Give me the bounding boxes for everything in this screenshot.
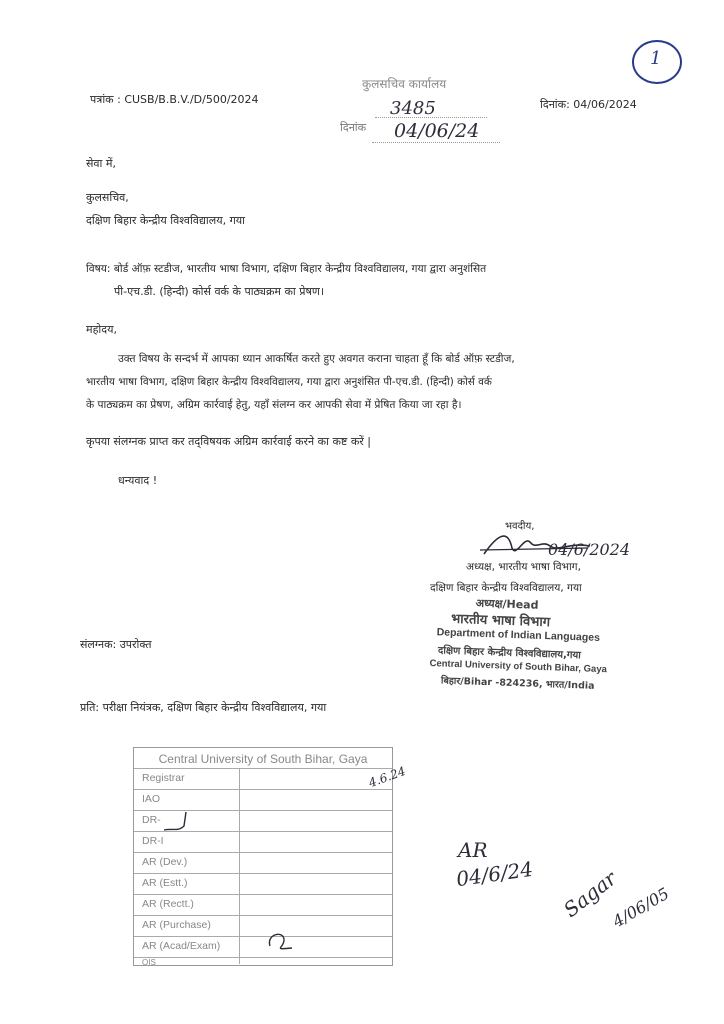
registrar-note: 4.6.24 bbox=[366, 763, 408, 791]
reference-number: पत्रांक : CUSB/B.B.V./D/500/2024 bbox=[90, 93, 259, 106]
request-line: कृपया संलग्नक प्राप्त कर तद्‌विषयक अग्रिम कार्रवाई करने का कष्ट करें | bbox=[86, 435, 371, 448]
routing-row bbox=[134, 957, 392, 966]
recipient-address: दक्षिण बिहार केन्द्रीय विश्वविद्यालय, गया bbox=[86, 214, 246, 227]
copy-to: प्रति: परीक्षा नियंत्रक, दक्षिण बिहार केन्द्रीय विश्वविद्यालय, गया bbox=[80, 701, 327, 714]
second-signature: Sagar bbox=[558, 866, 621, 922]
signature-designation: अध्यक्ष, भारतीय भाषा विभाग, bbox=[466, 561, 581, 573]
bottom-initial-scribble bbox=[262, 928, 302, 954]
routing-row bbox=[134, 768, 392, 790]
paragraph-line-2: भारतीय भाषा विभाग, दक्षिण बिहार केन्द्रीय विश्वविद्यालय, गया द्वारा अनुशंसित पी-एच.डी. (हिन्दी) कोर्स वर्क bbox=[86, 376, 492, 388]
routing-row-label: AR (Rectt.) bbox=[142, 898, 194, 910]
routing-row-label: Registrar bbox=[142, 772, 185, 784]
routing-row-label: AR (Dev.) bbox=[142, 856, 188, 868]
thanks: धन्यवाद ! bbox=[118, 474, 158, 487]
receipt-date-underline bbox=[372, 142, 500, 143]
routing-row bbox=[134, 873, 392, 895]
page-number: 1 bbox=[650, 48, 662, 69]
paragraph-line-3: के पाठ्यक्रम का प्रेषण, अग्रिम कार्रवाई हेतु, यहाँ संलग्न कर आपकी सेवा में प्रेषित किया जा रहा है। bbox=[86, 399, 462, 411]
subject-line-1: विषय: बोर्ड ऑफ़ स्टडीज, भारतीय भाषा विभाग, दक्षिण बिहार केन्द्रीय विश्वविद्यालय, गया द्वारा अनुशंसित bbox=[86, 263, 487, 275]
signature-closing: भवदीय, bbox=[505, 521, 535, 532]
letter-date: दिनांक: 04/06/2024 bbox=[540, 98, 637, 111]
routing-row bbox=[134, 894, 392, 916]
subject-line-2: पी-एच.डी. (हिन्दी) कोर्स वर्क के पाठ्यक्रम का प्रेषण। bbox=[114, 285, 325, 298]
paragraph-line-1: उक्त विषय के सन्दर्भ में आपका ध्यान आकर्षित करते हुए अवगत कराना चाहता हूँ कि बोर्ड ऑफ़ स्टडीज, bbox=[118, 353, 515, 365]
dept-stamp-head: अध्यक्ष/Head bbox=[475, 596, 539, 612]
dept-stamp-hindi: भारतीय भाषा विभाग bbox=[450, 611, 551, 631]
routing-row-label: AR (Purchase) bbox=[142, 919, 211, 931]
routing-row-label: DR-I bbox=[142, 835, 164, 847]
routing-row-label: AR (Estt.) bbox=[142, 877, 188, 889]
recipient-title: कुलसचिव, bbox=[86, 191, 129, 204]
routing-stamp-header: Central University of South Bihar, Gaya bbox=[158, 752, 368, 766]
second-signature-date: 4/06/05 bbox=[609, 883, 673, 932]
routing-row-label: DR- bbox=[142, 814, 161, 826]
routing-row bbox=[134, 852, 392, 874]
dept-stamp-university-english: Central University of South Bihar, Gaya bbox=[429, 658, 608, 676]
dept-stamp-address: बिहार/Bihar -824236, भारत/India bbox=[440, 675, 595, 692]
dr-tick-mark bbox=[160, 808, 200, 838]
dept-stamp-english: Department of Indian Languages bbox=[436, 626, 601, 644]
routing-row-label: IAO bbox=[142, 793, 161, 805]
routing-row-label: AR (Acad/Exam) bbox=[142, 940, 221, 952]
routing-row-label: OIS bbox=[142, 958, 156, 967]
salutation-to: सेवा में, bbox=[86, 157, 116, 170]
ar-date: 04/6/24 bbox=[454, 856, 535, 892]
receipt-office: कुलसचिव कार्यालय bbox=[362, 77, 447, 91]
signature-date: 04/6/2024 bbox=[548, 540, 631, 559]
receipt-number-underline bbox=[375, 117, 487, 118]
ar-note: AR bbox=[458, 838, 488, 862]
receipt-date-label: दिनांक bbox=[340, 121, 367, 134]
dept-stamp-university-hindi: दक्षिण बिहार केन्द्रीय विश्वविद्यालय,गया bbox=[437, 645, 582, 662]
greeting: महोदय, bbox=[86, 323, 117, 336]
receipt-date: 04/06/24 bbox=[394, 120, 480, 142]
enclosure: संलग्नक: उपरोक्त bbox=[80, 638, 152, 651]
signature-institution: दक्षिण बिहार केन्द्रीय विश्वविद्यालय, गया bbox=[430, 582, 582, 594]
receipt-number: 3485 bbox=[390, 98, 436, 119]
